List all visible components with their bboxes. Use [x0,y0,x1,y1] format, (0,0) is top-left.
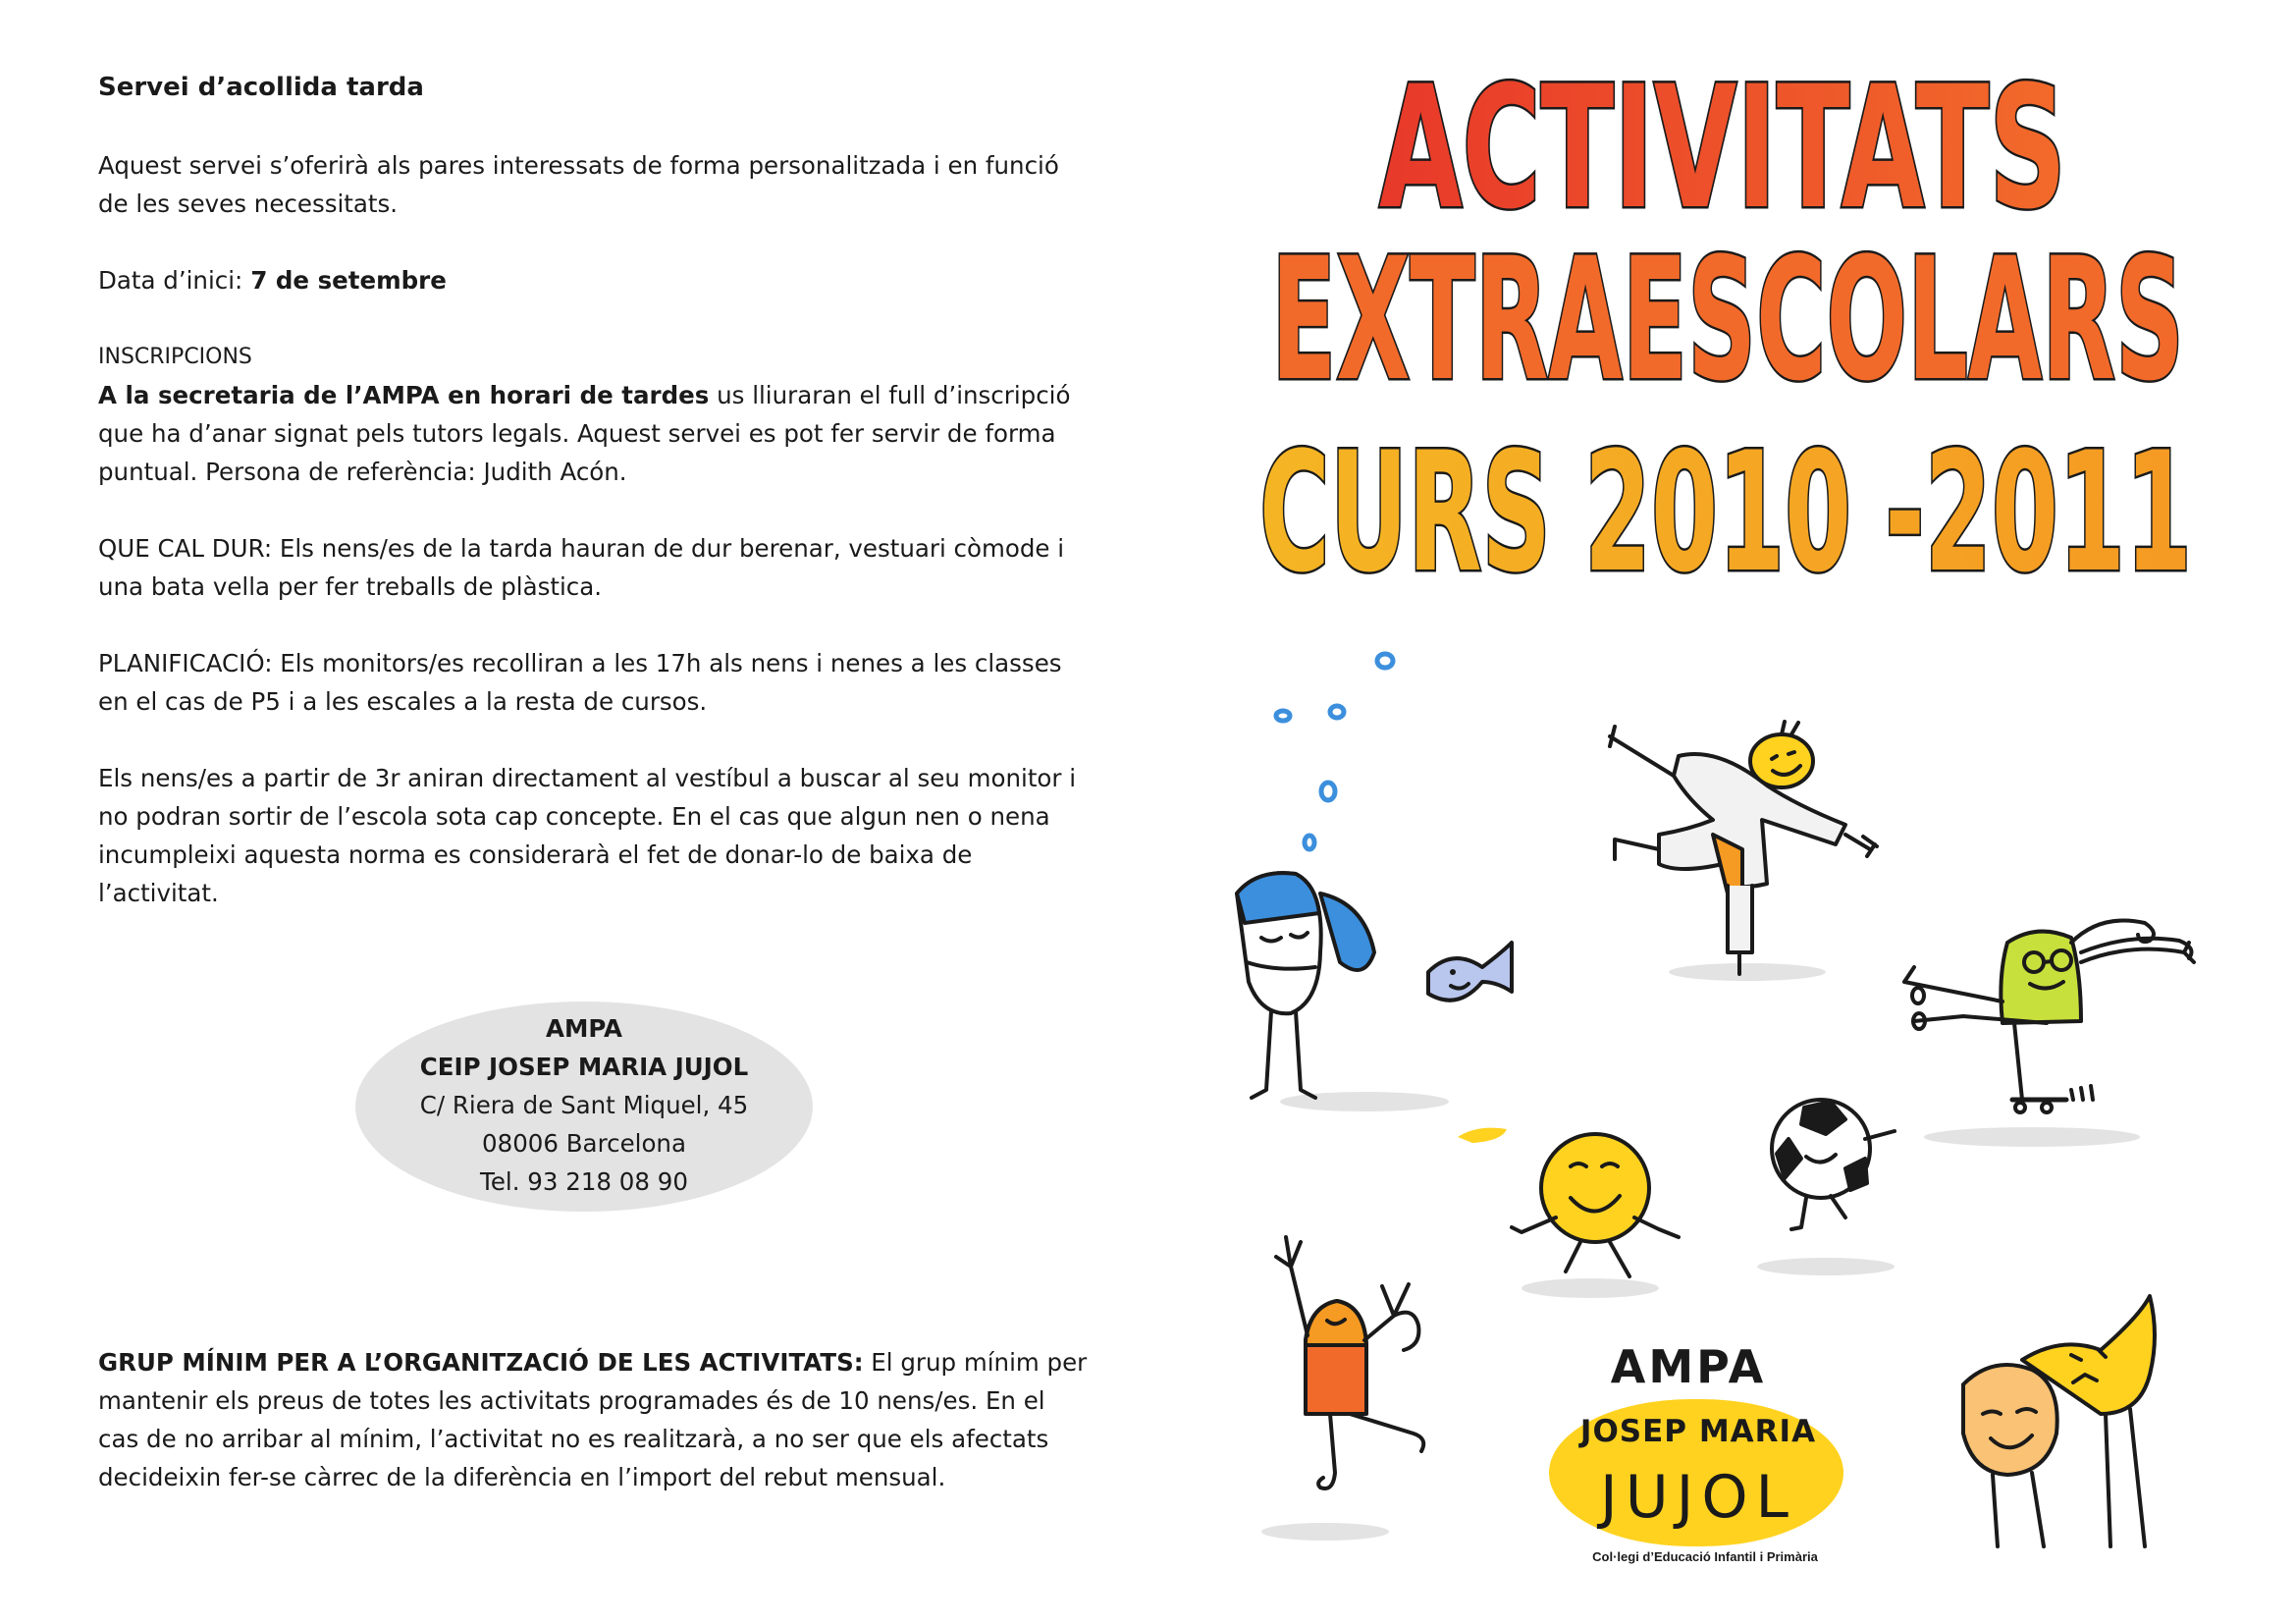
logo-subtitle: Col·legi d’Educació Infantil i Primària [1592,1549,1818,1564]
title-line-curs: CURS 2010 -2011 [1259,416,2192,609]
minimum-group-paragraph [98,1343,1090,1496]
minimum-group-bold: GRUP MÍNIM PER A L’ORGANITZACIÓ DE LES ACTIVITATS: [98,1348,864,1377]
contact-school: CEIP JOSEP MARIA JUJOL [419,1053,749,1081]
section-heading: Servei d’acollida tarda [98,73,424,102]
inscriptions-paragraph [98,376,1090,491]
cover-title [1232,39,2214,628]
start-date [98,261,1090,299]
contact-ampa: AMPA [545,1014,622,1043]
football-character [1757,1100,1895,1275]
contact-phone: Tel. 93 218 08 90 [480,1167,688,1196]
left-page [98,69,1090,912]
minimum-group-text: El grup mínim per mantenir els preus de totes les activitats programades és de 10 nens/es. En el cas de no arribar al mínim, l’activitat no es realitzarà, a no ser que els afectats decideixin fer-se càrrec de la diferència en l’import del rebut mensual. [98,1348,1088,1491]
yellow-splash [1458,1128,1507,1143]
bubbles [1276,654,1393,849]
theatre-masks [1963,1296,2155,1546]
title-line-extraescolars: EXTRAESCOLARS [1271,221,2184,418]
judo-character [1610,722,1877,981]
swimmer-character [1237,873,1449,1111]
fish-character [1428,943,1512,1001]
inscriptions-bold: A la secretaria de l’AMPA en horari de tardes [98,381,710,409]
roller-character [1904,921,2194,1148]
running-smiley-character [1512,1134,1679,1298]
title-line-activitats: ACTIVITATS [1379,49,2066,246]
contact-city: 08006 Barcelona [482,1129,686,1158]
logo-josep-maria: JOSEP MARIA [1579,1414,1817,1449]
dancer-character [1261,1237,1423,1541]
norma-paragraph: Els nens/es a partir de 3r aniran directament al vestíbul a buscar al seu monitor i no podran sortir de l’escola sota cap concepte. En el cas que algun nen o nena incumpleixi aquesta norma es considerarà el fet de donar-lo de baixa de l’activitat. [98,764,1077,907]
planificacio-paragraph: PLANIFICACIÓ: Els monitors/es recolliran a les 17h als nens i nenes a les classes en el cas de P5 i a les escales a la resta de cursos. [98,649,1062,716]
contact-address: C/ Riera de Sant Miquel, 45 [419,1091,749,1119]
inscriptions-heading: INSCRIPCIONS [98,345,252,369]
logo-jujol: JUJOL [1600,1463,1796,1532]
contact-block [355,1009,813,1201]
start-date-label: Data d’inici: [98,266,243,295]
inscriptions-text: us lliuraran el full d’inscripció que ha d’anar signat pels tutors legals. Aquest servei es pot fer servir de forma puntual. Persona de referència: Judith Acón. [98,381,1071,486]
minimum-group-block [98,1343,1090,1496]
intro-paragraph: Aquest servei s’oferirà als pares interessats de forma personalitzada i en funció de les seves necessitats. [98,151,1059,218]
start-date-value: 7 de setembre [250,266,447,295]
que-cal-dur-paragraph: QUE CAL DUR: Els nens/es de la tarda hauran de dur berenar, vestuari còmode i una bata vella per fer treballs de plàstica. [98,534,1065,601]
logo-ampa: AMPA [1610,1340,1767,1393]
